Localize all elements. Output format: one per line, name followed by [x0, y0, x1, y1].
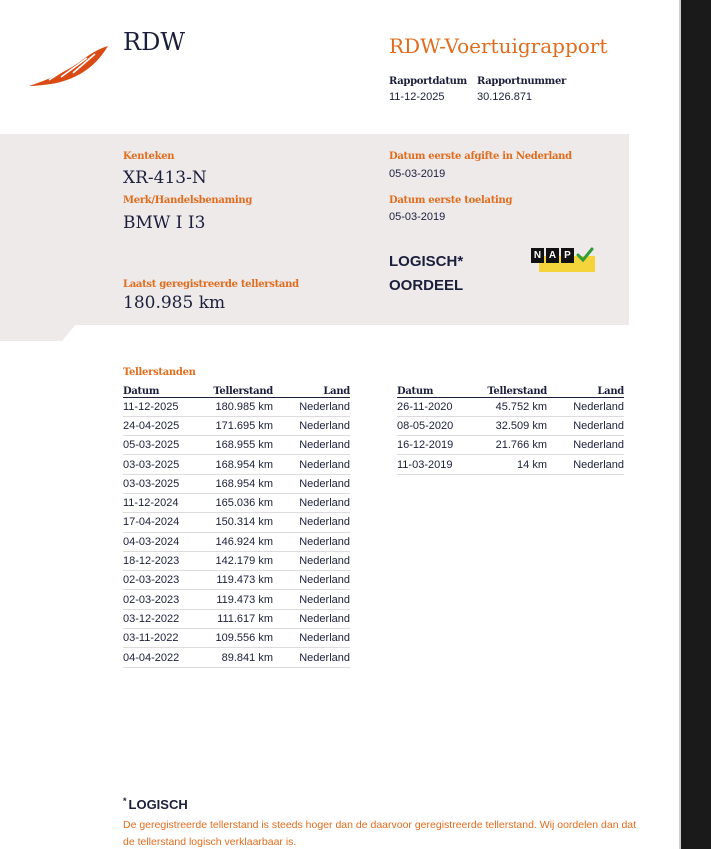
nap-letter-n: N [531, 248, 544, 263]
table-row [123, 455, 350, 474]
table-row [397, 397, 624, 416]
cell-land: Nederland [273, 571, 350, 590]
cell-land: Nederland [273, 513, 350, 532]
cell-date: 16-12-2019 [397, 436, 477, 455]
cell-date: 11-12-2024 [123, 493, 203, 512]
cell-land: Nederland [273, 493, 350, 512]
cell-km: 119.473 km [203, 590, 273, 609]
header-km: Tellerstand [203, 382, 273, 397]
table-row [123, 551, 350, 570]
first-admission-value: 05-03-2019 [389, 211, 446, 223]
cell-km: 14 km [477, 455, 547, 474]
report-number-value: 30.126.871 [477, 91, 533, 103]
cell-km: 150.314 km [203, 513, 273, 532]
cell-date: 11-03-2019 [397, 455, 477, 474]
cell-date: 03-03-2025 [123, 474, 203, 493]
cell-land: Nederland [273, 609, 350, 628]
header-land: Land [273, 382, 350, 397]
viewer-background [681, 0, 711, 849]
cell-km: 119.473 km [203, 571, 273, 590]
cell-km: 111.617 km [203, 609, 273, 628]
cell-date: 03-11-2022 [123, 629, 203, 648]
cell-land: Nederland [273, 436, 350, 455]
footnote-marker: * [123, 796, 127, 806]
table-row [123, 571, 350, 590]
nap-logo [531, 246, 595, 272]
cell-date: 08-05-2020 [397, 416, 477, 435]
cell-km: 146.924 km [203, 532, 273, 551]
table-row [123, 590, 350, 609]
first-admission-label: Datum eerste toelating [389, 195, 513, 206]
rdw-feather-logo-icon [27, 44, 109, 88]
table-row [123, 609, 350, 628]
header-land: Land [547, 382, 624, 397]
cell-date: 17-04-2024 [123, 513, 203, 532]
vehicle-info-panel [0, 134, 629, 325]
cell-km: 32.509 km [477, 416, 547, 435]
cell-date: 05-03-2025 [123, 436, 203, 455]
report-date-value: 11-12-2025 [389, 91, 445, 103]
table-row [397, 436, 624, 455]
cell-km: 165.036 km [203, 493, 273, 512]
cell-land: Nederland [273, 416, 350, 435]
verdict-block [389, 250, 463, 298]
verdict-line-2: OORDEEL [389, 277, 464, 294]
cell-land: Nederland [273, 474, 350, 493]
report-number-block [477, 76, 566, 103]
table-header-row [397, 382, 624, 397]
table-row [123, 648, 350, 667]
cell-date: 11-12-2025 [123, 397, 203, 416]
cell-land: Nederland [273, 397, 350, 416]
report-title: RDW-Voertuigrapport [389, 34, 608, 58]
cell-date: 04-04-2022 [123, 648, 203, 667]
cell-land: Nederland [273, 532, 350, 551]
table-row [123, 474, 350, 493]
first-issue-nl-value: 05-03-2019 [389, 168, 446, 180]
cell-km: 21.766 km [477, 436, 547, 455]
header-date: Datum [397, 382, 477, 397]
plate-value: XR-413-N [123, 168, 207, 188]
table-row [397, 455, 624, 474]
cell-date: 02-03-2023 [123, 571, 203, 590]
make-label: Merk/Handelsbenaming [123, 195, 253, 206]
cell-date: 18-12-2023 [123, 551, 203, 570]
cell-land: Nederland [273, 629, 350, 648]
report-date-block [389, 76, 467, 103]
header-km: Tellerstand [477, 382, 547, 397]
cell-date: 02-03-2023 [123, 590, 203, 609]
cell-date: 03-12-2022 [123, 609, 203, 628]
last-odometer-label: Laatst geregistreerde tellerstand [123, 279, 299, 290]
odometer-section-title: Tellerstanden [123, 367, 196, 378]
odometer-table-left [123, 382, 350, 668]
verdict-line-1: LOGISCH* [389, 253, 464, 270]
table-row [123, 493, 350, 512]
cell-land: Nederland [273, 455, 350, 474]
table-row [123, 436, 350, 455]
cell-km: 171.695 km [203, 416, 273, 435]
cell-land: Nederland [547, 397, 624, 416]
cell-date: 03-03-2025 [123, 455, 203, 474]
brand-name: RDW [123, 28, 185, 56]
cell-km: 168.954 km [203, 474, 273, 493]
panel-notch [0, 324, 80, 342]
plate-label: Kenteken [123, 151, 175, 162]
report-number-label: Rapportnummer [477, 76, 566, 87]
table-row [123, 629, 350, 648]
cell-km: 45.752 km [477, 397, 547, 416]
report-date-label: Rapportdatum [389, 76, 467, 87]
cell-land: Nederland [273, 551, 350, 570]
cell-km: 168.955 km [203, 436, 273, 455]
cell-km: 168.954 km [203, 455, 273, 474]
footnote-title [123, 797, 188, 812]
nap-letter-a: A [546, 248, 559, 263]
cell-km: 142.179 km [203, 551, 273, 570]
cell-km: 180.985 km [203, 397, 273, 416]
table-row [397, 416, 624, 435]
cell-land: Nederland [273, 590, 350, 609]
cell-km: 109.556 km [203, 629, 273, 648]
last-odometer-value: 180.985 km [123, 293, 226, 313]
odometer-table-right [397, 382, 624, 475]
cell-km: 89.841 km [203, 648, 273, 667]
cell-land: Nederland [547, 455, 624, 474]
cell-land: Nederland [547, 416, 624, 435]
table-row [123, 532, 350, 551]
cell-land: Nederland [547, 436, 624, 455]
footnote-text: De geregistreerde tellerstand is steeds hoger dan de daarvoor geregistreerde tellerstand. Wij oordelen dan dat de tellerstand logisch verklaarbaar is. [123, 819, 637, 848]
cell-date: 24-04-2025 [123, 416, 203, 435]
make-value: BMW I I3 [123, 213, 206, 233]
header-date: Datum [123, 382, 203, 397]
table-row [123, 397, 350, 416]
cell-date: 26-11-2020 [397, 397, 477, 416]
cell-date: 04-03-2024 [123, 532, 203, 551]
cell-land: Nederland [273, 648, 350, 667]
checkmark-icon [576, 246, 594, 264]
table-row [123, 416, 350, 435]
table-row [123, 513, 350, 532]
table-header-row [123, 382, 350, 397]
first-issue-nl-label: Datum eerste afgifte in Nederland [389, 151, 572, 162]
nap-letter-p: P [561, 248, 574, 263]
footnote-title-text: LOGISCH [128, 797, 188, 812]
